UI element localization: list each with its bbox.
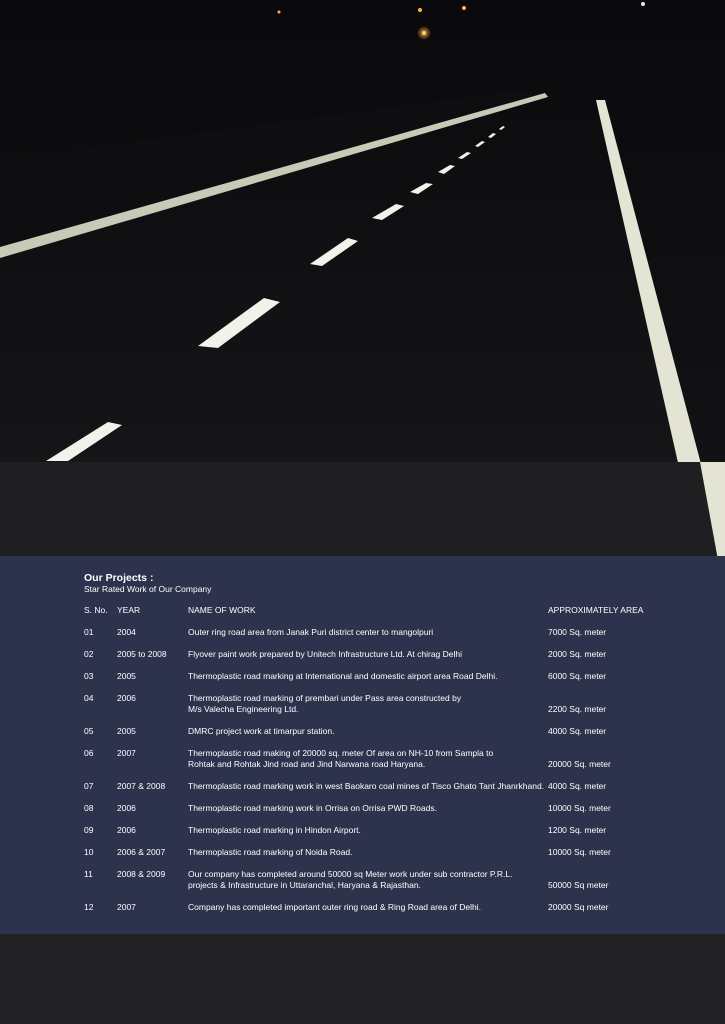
row-sno: 11 (84, 869, 93, 879)
row-work: Thermoplastic road making of 20000 sq. meter Of area on NH-10 from Sampla to Rohtak and Rohtak Jind road and Jind Narwana road Haryana. (188, 748, 494, 769)
row-sno: 09 (84, 825, 94, 835)
row-year: 2007 (117, 748, 136, 758)
projects-section (84, 572, 644, 924)
table-row (84, 825, 644, 847)
row-area: 50000 Sq meter (548, 880, 609, 890)
table-row (84, 748, 644, 781)
projects-table-body (84, 627, 644, 924)
row-year: 2004 (117, 627, 136, 637)
table-header-row (84, 605, 644, 627)
row-sno: 03 (84, 671, 94, 681)
projects-heading: Our Projects : (84, 572, 154, 584)
projects-subheading: Star Rated Work of Our Company (84, 584, 212, 594)
row-area: 20000 Sq. meter (548, 759, 611, 769)
table-row (84, 847, 644, 869)
row-year: 2006 & 2007 (117, 847, 166, 857)
row-sno: 12 (84, 902, 94, 912)
row-area: 2000 Sq. meter (548, 649, 607, 659)
row-work: Our company has completed around 50000 sq Meter work under sub contractor P.R.L. projects & Infrastructure in Uttaranchal, Haryana & Rajasthan. (188, 869, 513, 890)
row-area: 7000 Sq. meter (548, 627, 607, 637)
row-year: 2005 (117, 671, 136, 681)
column-header-area: APPROXIMATELY AREA (548, 605, 644, 615)
row-work: Flyover paint work prepared by Unitech Infrastructure Ltd. At chirag Delhi (188, 649, 463, 659)
table-row (84, 902, 644, 924)
row-year: 2008 & 2009 (117, 869, 166, 879)
row-year: 2005 to 2008 (117, 649, 167, 659)
row-area: 1200 Sq. meter (548, 825, 607, 835)
row-sno: 04 (84, 693, 94, 703)
table-row (84, 869, 644, 902)
table-row (84, 627, 644, 649)
row-year: 2006 (117, 825, 136, 835)
column-header-year: YEAR (117, 605, 141, 615)
row-work: Thermoplastic road marking in Hindon Airport. (188, 825, 361, 835)
table-row (84, 803, 644, 825)
row-work: Thermoplastic road marking of Noida Road. (188, 847, 353, 857)
row-area: 2200 Sq. meter (548, 704, 607, 714)
table-row (84, 671, 644, 693)
row-year: 2005 (117, 726, 136, 736)
row-area: 10000 Sq. meter (548, 847, 611, 857)
row-sno: 06 (84, 748, 94, 758)
row-work: Thermoplastic road marking work in west Baokaro coal mines of Tisco Ghato Tant Jhanrkhand. (188, 781, 545, 791)
row-sno: 07 (84, 781, 94, 791)
table-row (84, 693, 644, 726)
row-work: Outer ring road area from Janak Puri district center to mangolpuri (188, 627, 434, 637)
table-row (84, 649, 644, 671)
row-sno: 02 (84, 649, 94, 659)
row-year: 2007 (117, 902, 136, 912)
row-work: Thermoplastic road marking of prembari under Pass area constructed by M/s Valecha Engineering Ltd. (188, 693, 462, 714)
row-sno: 01 (84, 627, 94, 637)
projects-table (84, 605, 644, 924)
row-work: Thermoplastic road marking work in Orrisa on Orrisa PWD Roads. (188, 803, 437, 813)
row-area: 4000 Sq. meter (548, 781, 607, 791)
row-sno: 05 (84, 726, 94, 736)
row-work: DMRC project work at timarpur station. (188, 726, 335, 736)
row-area: 6000 Sq. meter (548, 671, 607, 681)
row-area: 20000 Sq meter (548, 902, 609, 912)
row-area: 4000 Sq. meter (548, 726, 607, 736)
column-header-work: NAME OF WORK (188, 605, 256, 615)
table-row (84, 781, 644, 803)
row-work: Thermoplastic road marking at International and domestic airport area Road Delhi. (188, 671, 498, 681)
table-row (84, 726, 644, 748)
column-header-sno: S. No. (84, 605, 108, 615)
row-year: 2006 (117, 803, 136, 813)
row-sno: 08 (84, 803, 94, 813)
row-sno: 10 (84, 847, 94, 857)
projects-panel (0, 556, 725, 934)
row-year: 2006 (117, 693, 136, 703)
row-area: 10000 Sq. meter (548, 803, 611, 813)
bottom-band (0, 934, 725, 1024)
row-year: 2007 & 2008 (117, 781, 166, 791)
row-work: Company has completed important outer ring road & Ring Road area of Delhi. (188, 902, 481, 912)
